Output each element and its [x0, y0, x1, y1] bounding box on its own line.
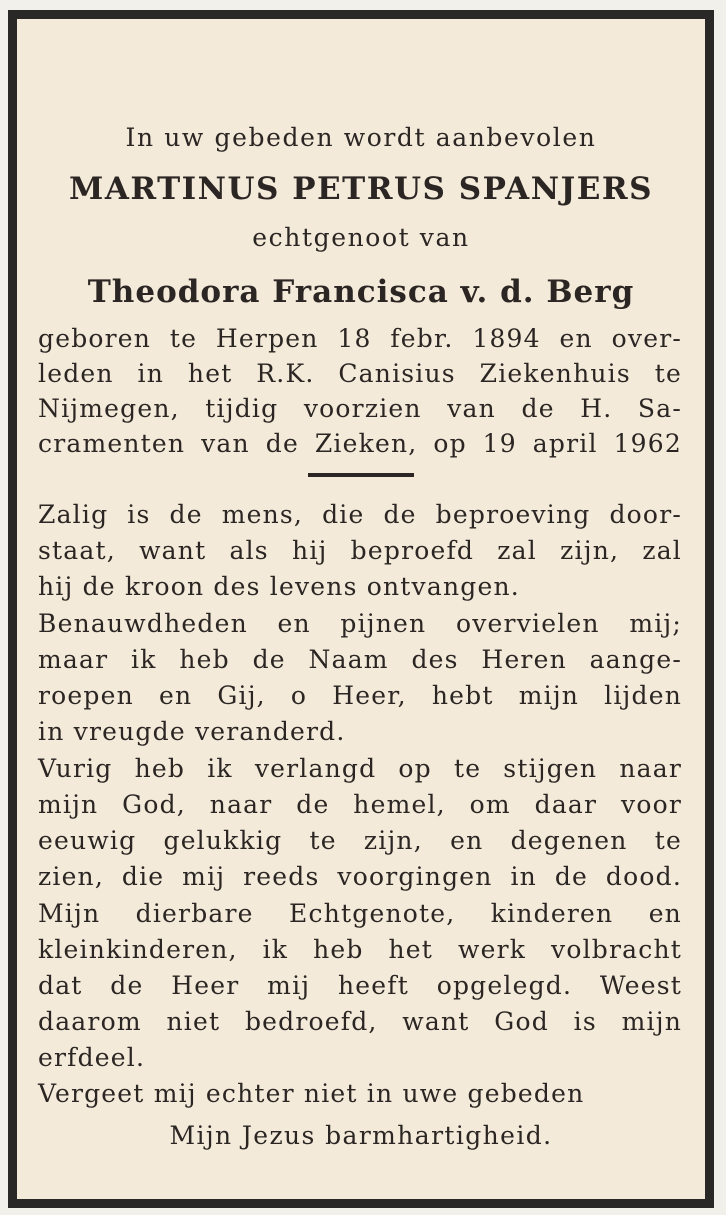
intro-line: In uw gebeden wordt aanbevolen [125, 123, 597, 152]
divider-rule [308, 473, 414, 477]
spouse-name: Theodora Francisca v. d. Berg [87, 274, 635, 310]
verse-line: roepen en Gij, o Heer, hebt mijn lijden [38, 681, 682, 710]
verse-line: Vergeet mij echter niet in uwe gebeden [38, 1079, 585, 1108]
deceased-name: MARTINUS PETRUS SPANJERS [69, 171, 653, 207]
verse-line: kleinkinderen, ik heb het werk volbracht [38, 935, 682, 964]
memorial-card [8, 10, 714, 1208]
verse-line: Vurig heb ik verlangd op te stijgen naar [38, 754, 682, 783]
verse-line: eeuwig gelukkig te zijn, en degenen te [38, 826, 682, 855]
bio-line: leden in het R.K. Canisius Ziekenhuis te [38, 359, 682, 388]
card-content [17, 19, 705, 1199]
verse-line: staat, want als hij beproefd zal zijn, zal [38, 536, 682, 565]
spouse-label: echtgenoot van [252, 223, 470, 252]
bio-line: Nijmegen, tijdig voorzien van de H. Sa- [38, 394, 682, 423]
verse-line: in vreugde veranderd. [38, 717, 346, 746]
verse-line: Benauwdheden en pijnen overvielen mij; [38, 609, 682, 638]
bio-line: cramenten van de Zieken, op 19 april 1962 [38, 429, 682, 458]
verse-line: erfdeel. [38, 1043, 146, 1072]
verse-line: hij de kroon des levens ontvangen. [38, 572, 520, 601]
verse-line: maar ik heb de Naam des Heren aange- [38, 645, 682, 674]
verse-line: zien, die mij reeds voorgingen in de dood. [38, 862, 682, 891]
verse-line: Zalig is de mens, die de beproeving door- [38, 500, 682, 529]
closing-line: Mijn Jezus barmhartigheid. [169, 1121, 553, 1150]
verse-line: dat de Heer mij heeft opgelegd. Weest [38, 971, 682, 1000]
verse-line: daarom niet bedroefd, want God is mijn [38, 1007, 682, 1036]
bio-line: geboren te Herpen 18 febr. 1894 en over- [38, 324, 682, 353]
verse-line: Mijn dierbare Echtgenote, kinderen en [38, 899, 682, 928]
verse-line: mijn God, naar de hemel, om daar voor [38, 790, 682, 819]
